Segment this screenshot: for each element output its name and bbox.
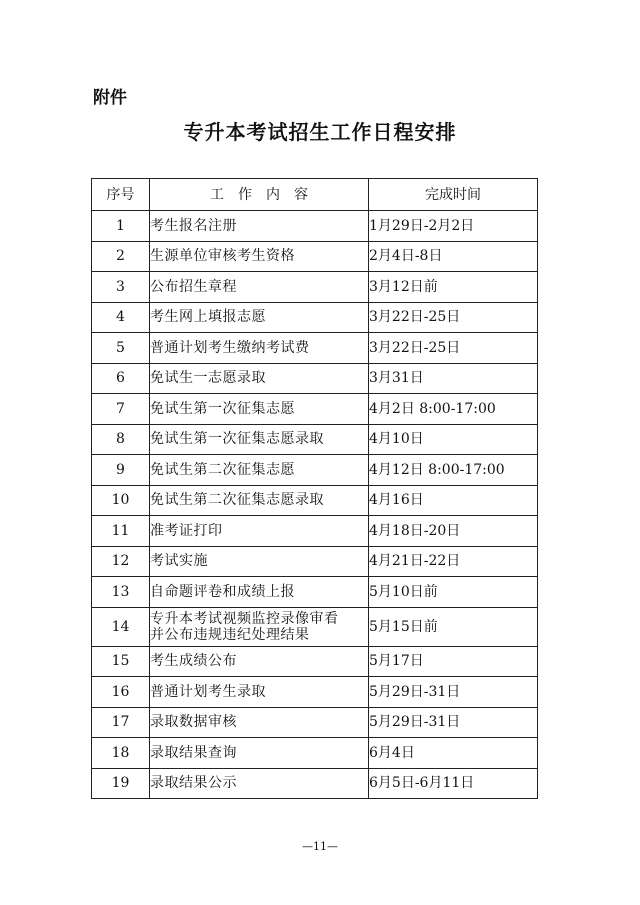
row-time: 5月17日: [369, 646, 538, 677]
row-task-line-2: 并公布违规违纪处理结果: [150, 626, 310, 643]
row-task: 普通计划考生录取: [150, 677, 369, 708]
row-time: 4月16日: [369, 485, 538, 516]
row-task: 免试生第一次征集志愿: [150, 394, 369, 425]
row-number: 4: [92, 302, 150, 333]
table-row: [92, 646, 538, 677]
row-number: 17: [92, 707, 150, 738]
row-number: 5: [92, 333, 150, 364]
table-row: [92, 485, 538, 516]
row-time: 5月15日前: [369, 607, 538, 646]
header-time: 完成时间: [369, 179, 538, 211]
row-task: 免试生一志愿录取: [150, 363, 369, 394]
row-time: 5月29日-31日: [369, 707, 538, 738]
table-row: [92, 272, 538, 303]
row-task: 普通计划考生缴纳考试费: [150, 333, 369, 364]
table-row: [92, 768, 538, 799]
table-row: [92, 707, 538, 738]
attachment-label: 附件: [93, 88, 127, 108]
table-row: [92, 363, 538, 394]
row-task: 准考证打印: [150, 516, 369, 547]
table-header-row: [92, 179, 538, 211]
row-time: 4月10日: [369, 424, 538, 455]
schedule-table: [91, 178, 538, 799]
table-row: [92, 241, 538, 272]
row-task: 录取结果查询: [150, 738, 369, 769]
row-number: 6: [92, 363, 150, 394]
table-row: [92, 577, 538, 608]
row-number: 13: [92, 577, 150, 608]
row-time: 5月10日前: [369, 577, 538, 608]
row-number: 1: [92, 211, 150, 242]
row-number: 16: [92, 677, 150, 708]
row-task: 考试实施: [150, 546, 369, 577]
row-time: 4月18日-20日: [369, 516, 538, 547]
row-task: 免试生第二次征集志愿录取: [150, 485, 369, 516]
row-task: [150, 607, 369, 646]
row-time: 4月21日-22日: [369, 546, 538, 577]
page-number: —11—: [302, 840, 338, 853]
row-time: 4月2日 8:00-17:00: [369, 394, 538, 425]
row-task: 考生网上填报志愿: [150, 302, 369, 333]
row-task: 免试生第二次征集志愿: [150, 455, 369, 486]
table-row: [92, 302, 538, 333]
row-time: 5月29日-31日: [369, 677, 538, 708]
row-task: 公布招生章程: [150, 272, 369, 303]
row-time: 3月22日-25日: [369, 302, 538, 333]
row-task: 生源单位审核考生资格: [150, 241, 369, 272]
table-row: [92, 394, 538, 425]
row-number: 14: [92, 607, 150, 646]
row-time: 1月29日-2月2日: [369, 211, 538, 242]
row-task: 录取结果公示: [150, 768, 369, 799]
row-task: 考生报名注册: [150, 211, 369, 242]
row-time: 2月4日-8日: [369, 241, 538, 272]
row-number: 11: [92, 516, 150, 547]
table-row: [92, 546, 538, 577]
row-time: 3月31日: [369, 363, 538, 394]
row-number: 12: [92, 546, 150, 577]
header-task: 工 作 内 容: [150, 179, 369, 211]
row-number: 7: [92, 394, 150, 425]
table-row: [92, 516, 538, 547]
row-number: 2: [92, 241, 150, 272]
header-no: 序号: [92, 179, 150, 211]
row-task-line-1: 专升本考试视频监控录像审看: [150, 610, 339, 627]
table-row: [92, 455, 538, 486]
row-time: 3月12日前: [369, 272, 538, 303]
row-number: 9: [92, 455, 150, 486]
row-time: 3月22日-25日: [369, 333, 538, 364]
table-row: [92, 333, 538, 364]
table-row: [92, 738, 538, 769]
row-number: 8: [92, 424, 150, 455]
table-row: [92, 607, 538, 646]
table-row: [92, 211, 538, 242]
row-time: 4月12日 8:00-17:00: [369, 455, 538, 486]
row-number: 19: [92, 768, 150, 799]
document-title: 专升本考试招生工作日程安排: [183, 120, 457, 144]
row-task: 考生成绩公布: [150, 646, 369, 677]
row-time: 6月5日-6月11日: [369, 768, 538, 799]
row-task: 免试生第一次征集志愿录取: [150, 424, 369, 455]
row-time: 6月4日: [369, 738, 538, 769]
row-task: 自命题评卷和成绩上报: [150, 577, 369, 608]
row-number: 15: [92, 646, 150, 677]
row-number: 10: [92, 485, 150, 516]
row-task: 录取数据审核: [150, 707, 369, 738]
table-row: [92, 677, 538, 708]
table-row: [92, 424, 538, 455]
row-number: 3: [92, 272, 150, 303]
row-number: 18: [92, 738, 150, 769]
